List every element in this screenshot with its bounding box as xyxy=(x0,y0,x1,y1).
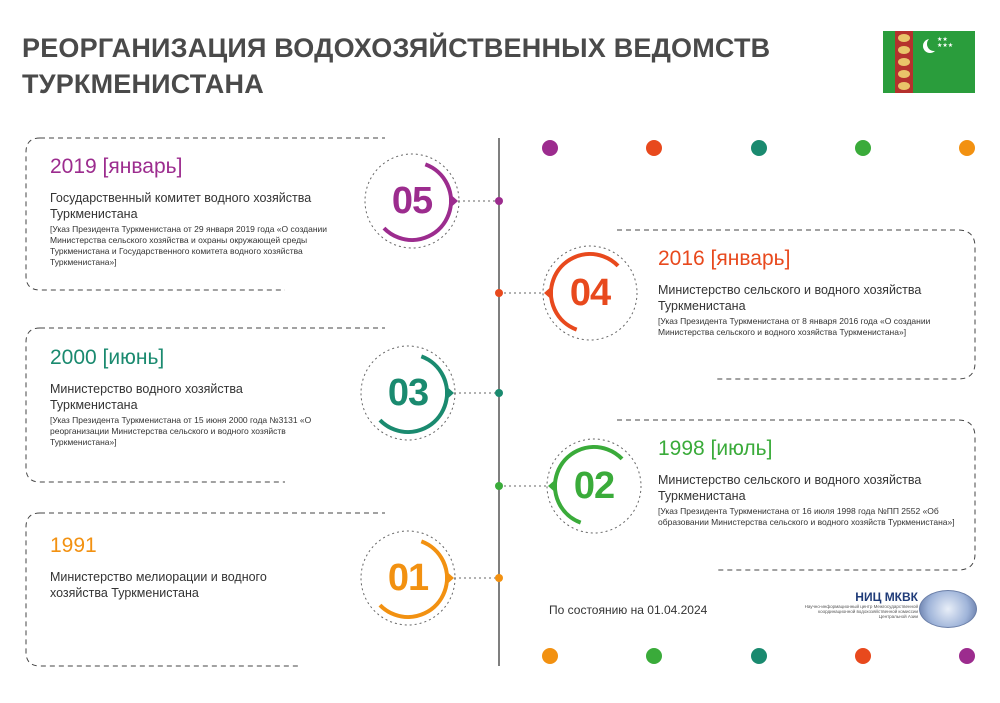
event-number-04: 04 xyxy=(569,271,611,314)
turkmenistan-flag-icon: ★★ ★★★ xyxy=(883,31,975,93)
event-card-01 xyxy=(50,534,350,601)
decor-dot xyxy=(646,140,662,156)
decor-dot xyxy=(855,648,871,664)
decor-dot xyxy=(751,140,767,156)
event-card-03 xyxy=(50,346,350,448)
event-decree: [Указ Президента Туркменистана от 16 июля 1998 года №ПП 2552 «Об образовании Министерства сельского и водного хозяйств Туркменистана»] xyxy=(658,506,955,527)
event-card-02 xyxy=(658,437,958,528)
decor-dot xyxy=(646,648,662,664)
decor-dot xyxy=(751,648,767,664)
as-of-date: По состоянию на 01.04.2024 xyxy=(549,603,708,617)
event-org: Министерство водного хозяйства Туркменистана xyxy=(50,382,243,412)
logo-text xyxy=(790,590,918,619)
event-card-05 xyxy=(50,155,350,268)
event-decree: [Указ Президента Туркменистана от 29 января 2019 года «О создании Министерства сельского хозяйства и охраны окружающей среды Туркменистана и Государственного комитета водного хозяйства Туркменистана»] xyxy=(50,224,328,267)
event-number-02: 02 xyxy=(573,464,615,507)
event-number-03: 03 xyxy=(387,371,429,414)
page-title: РЕОРГАНИЗАЦИЯ ВОДОХОЗЯЙСТВЕННЫХ ВЕДОМСТВ ТУРКМЕНИСТАНА xyxy=(22,33,771,99)
decor-dot xyxy=(959,140,975,156)
decor-dot xyxy=(959,648,975,664)
event-year: 1991 xyxy=(50,534,97,557)
event-org: Министерство сельского и водного хозяйства Туркменистана xyxy=(658,473,922,503)
sic-icwc-emblem-icon xyxy=(919,590,977,628)
event-year: 1998 [июль] xyxy=(658,437,773,460)
event-org: Государственный комитет водного хозяйства Туркменистана xyxy=(50,191,312,221)
decor-dot xyxy=(542,648,558,664)
event-number-05: 05 xyxy=(391,179,433,222)
logo-subtitle: Научно-информационный центр Межгосударственной координационной водохозяйственной комиссии Центральной Азии xyxy=(804,604,918,619)
event-year: 2019 [январь] xyxy=(50,155,183,178)
logo-title: НИЦ МКВК xyxy=(855,590,918,604)
event-year: 2016 [январь] xyxy=(658,247,791,270)
decor-dot xyxy=(855,140,871,156)
event-number-01: 01 xyxy=(387,556,429,599)
event-org: Министерство сельского и водного хозяйства Туркменистана xyxy=(658,283,922,313)
decor-dot xyxy=(542,140,558,156)
event-decree: [Указ Президента Туркменистана от 8 января 2016 года «О создании Министерства сельского и водного хозяйства Туркменистана»] xyxy=(658,316,931,337)
event-decree: [Указ Президента Туркменистана от 15 июня 2000 года №3131 «О реорганизации Министерства сельского и водного хозяйств Туркменистана»] xyxy=(50,415,312,447)
event-year: 2000 [июнь] xyxy=(50,346,165,369)
event-card-04 xyxy=(658,247,958,338)
event-org: Министерство мелиорации и водного хозяйства Туркменистана xyxy=(50,570,267,600)
